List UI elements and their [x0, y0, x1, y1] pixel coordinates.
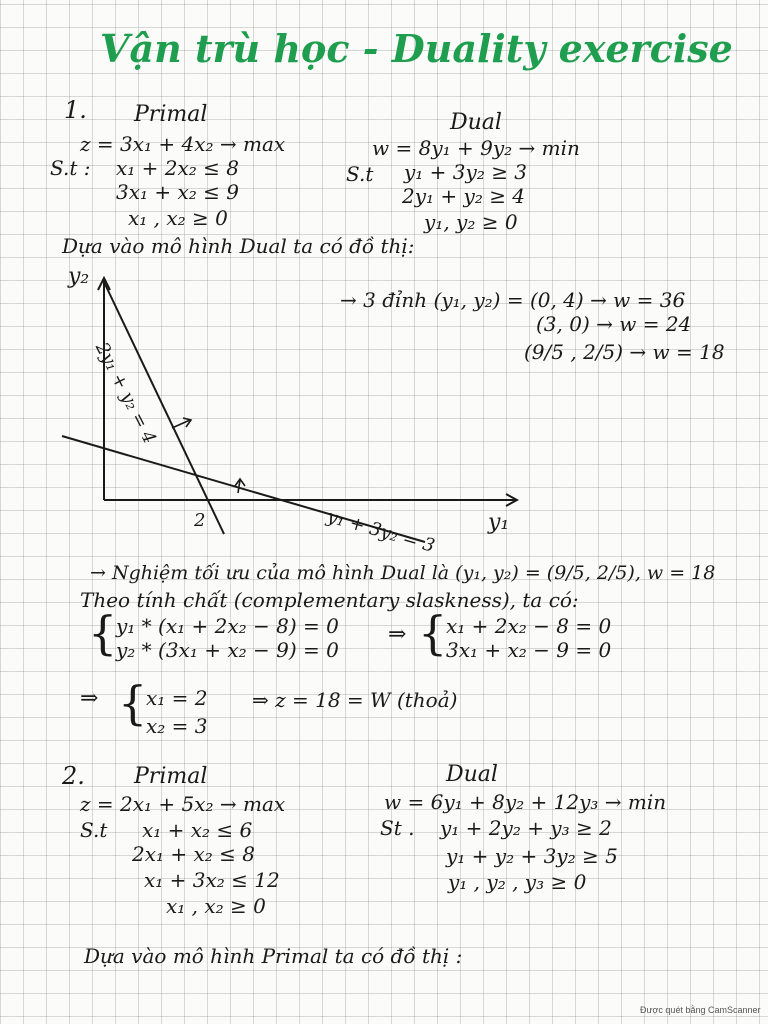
ex1-result-x2: x₂ = 3 — [146, 714, 208, 738]
ex1-result-z: ⇒ z = 18 = W (thoả) — [252, 688, 458, 712]
ex2-primal-c3: x₁ + 3x₂ ≤ 12 — [144, 868, 280, 892]
ex1-result-arrow: ⇒ — [80, 686, 99, 711]
ex1-primal-objective: z = 3x₁ + 4x₂ → max — [80, 132, 286, 156]
ex2-primal-st: S.t — [80, 818, 108, 842]
ex1-number: 1. — [64, 96, 87, 124]
graph-tick-2: 2 — [194, 510, 206, 531]
ex1-primal-c1: x₁ + 2x₂ ≤ 8 — [116, 156, 239, 180]
ex2-dual-c3: y₁ , y₂ , y₃ ≥ 0 — [448, 870, 587, 894]
ex1-primal-heading: Primal — [134, 102, 208, 127]
ex1-result-brace: { — [118, 676, 148, 730]
page-title: Vận trù học - Duality exercise — [100, 26, 733, 71]
ex1-optimal-solution: → Nghiệm tối ưu của mô hình Dual là (y₁, y₂) = (9/5, 2/5), w = 18 — [90, 562, 716, 584]
ex1-property-line: Theo tính chất (complementary slaskness), ta có: — [80, 588, 579, 612]
ex2-graph-intro: Dựa vào mô hình Primal ta có đồ thị : — [84, 944, 463, 968]
ex1-graph-intro: Dựa vào mô hình Dual ta có đồ thị: — [62, 234, 415, 258]
ex2-primal-c4: x₁ , x₂ ≥ 0 — [166, 894, 266, 918]
ex2-primal-objective: z = 2x₁ + 5x₂ → max — [80, 792, 286, 816]
ex1-dual-c1: y₁ + 3y₂ ≥ 3 — [404, 160, 528, 184]
ex1-primal-c3: x₁ , x₂ ≥ 0 — [128, 206, 228, 230]
ex2-dual-st: St . — [380, 816, 415, 840]
graph-line1-label: 2y₁ + y₂ = 4 — [91, 339, 161, 448]
ex1-sys2-eq-a: x₁ + 2x₂ − 8 = 0 — [446, 614, 612, 638]
ex1-vertex-2: (3, 0) → w = 24 — [536, 312, 692, 336]
scanner-footer: Được quét bằng CamScanner — [640, 1005, 761, 1015]
ex1-dual-c3: y₁, y₂ ≥ 0 — [424, 210, 518, 234]
graph-y1-axis-label: y₁ — [488, 510, 510, 535]
ex1-dual-heading: Dual — [450, 110, 502, 135]
ex2-dual-c1: y₁ + 2y₂ + y₃ ≥ 2 — [440, 816, 612, 840]
ex2-primal-c1: x₁ + x₂ ≤ 6 — [142, 818, 253, 842]
ex2-primal-c2: 2x₁ + x₂ ≤ 8 — [132, 842, 255, 866]
ex2-dual-heading: Dual — [446, 762, 498, 787]
ex1-sys1-eq-b: y₂ * (3x₁ + x₂ − 9) = 0 — [116, 638, 339, 662]
ex1-implies-arrow: ⇒ — [388, 622, 407, 647]
ex2-dual-c2: y₁ + y₂ + 3y₂ ≥ 5 — [446, 844, 618, 868]
ex1-vertex-1: → 3 đỉnh (y₁, y₂) = (0, 4) → w = 36 — [340, 288, 686, 312]
ex2-number: 2. — [62, 762, 85, 790]
ex2-primal-heading: Primal — [134, 764, 208, 789]
ex1-sys1-eq-a: y₁ * (x₁ + 2x₂ − 8) = 0 — [116, 614, 339, 638]
ex1-primal-st: S.t : — [50, 156, 91, 180]
graph-y2-axis-label: y₂ — [68, 264, 90, 289]
ex1-sys1-brace: { — [88, 606, 118, 660]
ex1-primal-c2: 3x₁ + x₂ ≤ 9 — [116, 180, 239, 204]
ex1-vertex-3: (9/5 , 2/5) → w = 18 — [524, 340, 725, 364]
ex1-dual-objective: w = 8y₁ + 9y₂ → min — [372, 136, 580, 160]
ex1-dual-c2: 2y₁ + y₂ ≥ 4 — [402, 184, 526, 208]
ex1-result-x1: x₁ = 2 — [146, 686, 208, 710]
graph-line2-label: y₁ + 3y₂ = 3 — [324, 506, 437, 557]
ex1-dual-st: S.t — [346, 162, 374, 186]
ex2-dual-objective: w = 6y₁ + 8y₂ + 12y₃ → min — [384, 790, 667, 814]
ex1-sys2-brace: { — [418, 606, 448, 660]
ex1-sys2-eq-b: 3x₁ + x₂ − 9 = 0 — [446, 638, 612, 662]
